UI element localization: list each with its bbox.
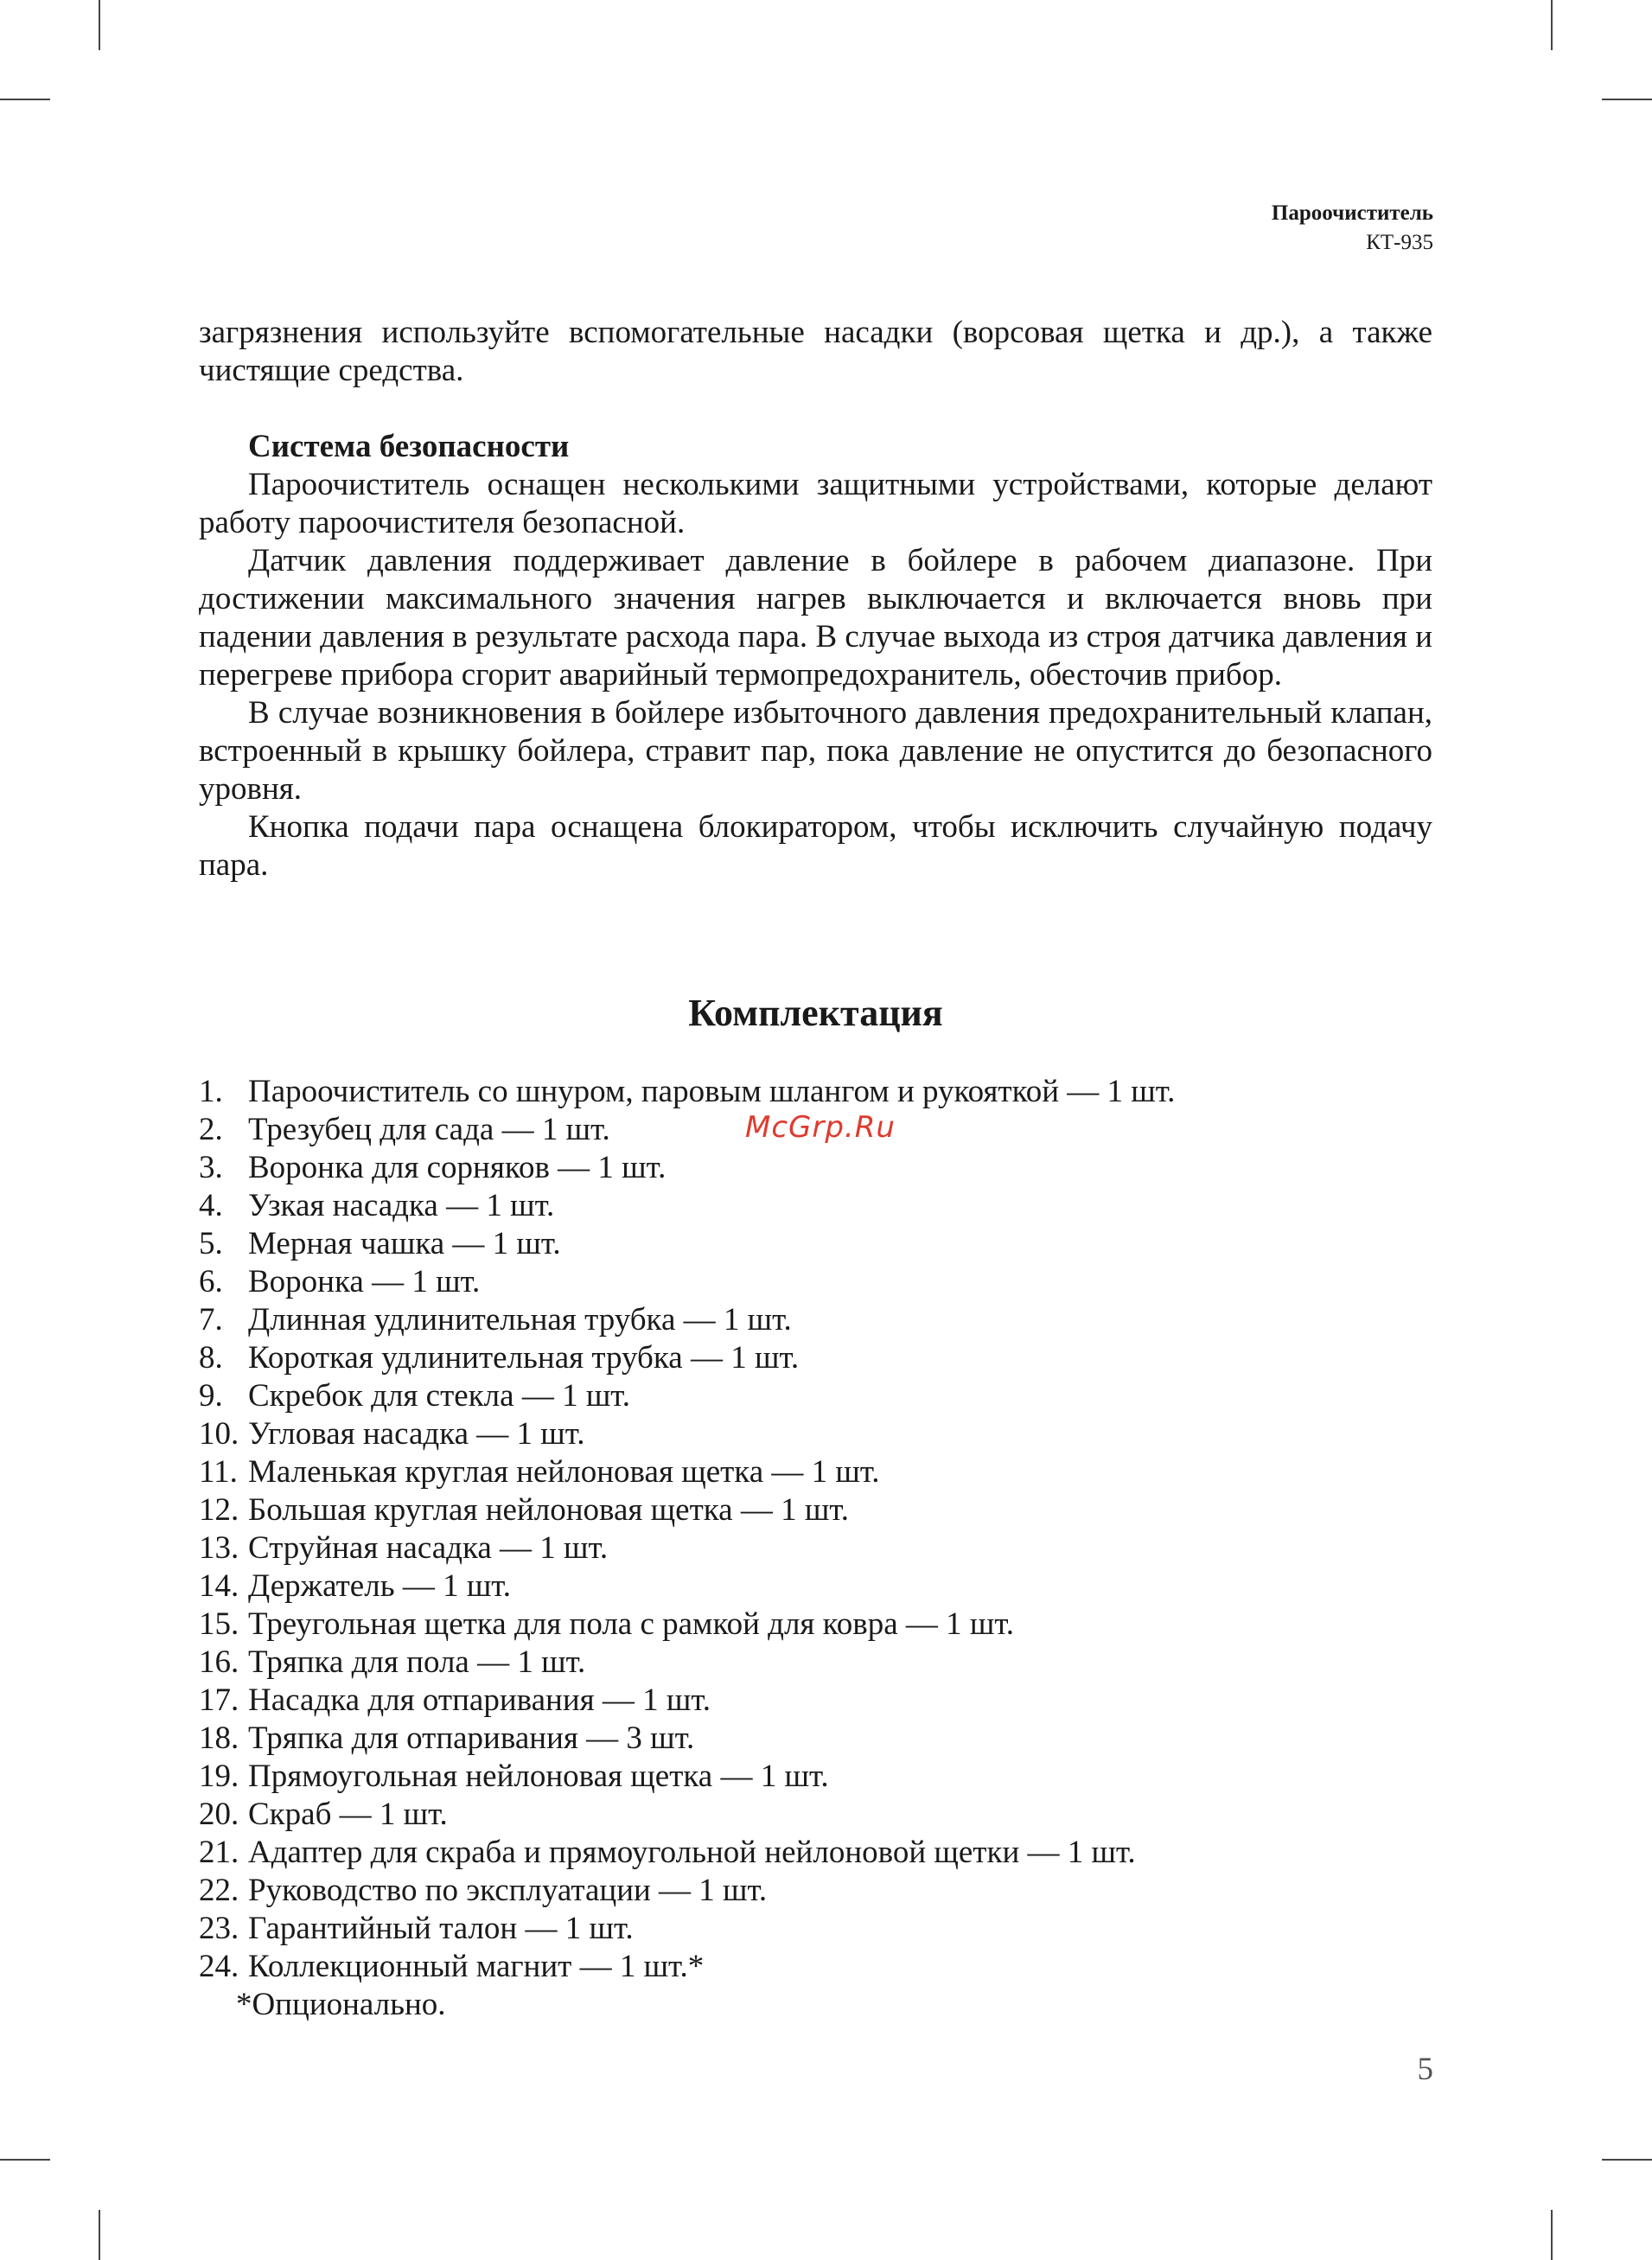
list-item-number: 8. xyxy=(199,1340,223,1376)
list-item-number: 2. xyxy=(199,1112,223,1147)
list-item-text: Воронка для сорняков — 1 шт. xyxy=(248,1150,667,1185)
list-item xyxy=(199,1491,1432,1529)
list-item xyxy=(199,1872,1432,1910)
list-item xyxy=(199,1606,1432,1644)
list-item-number: 24. xyxy=(199,1949,239,1984)
list-item-number: 14. xyxy=(199,1568,239,1604)
list-item xyxy=(199,1682,1432,1720)
list-item-number: 12. xyxy=(199,1492,239,1528)
list-item-number: 17. xyxy=(199,1682,239,1718)
list-item-number: 6. xyxy=(199,1264,223,1299)
list-item-text: Коллекционный магнит — 1 шт.* xyxy=(248,1949,705,1984)
list-item-number: 7. xyxy=(199,1302,223,1337)
intro-paragraph: загрязнения используйте вспомогательные насадки (ворсовая щетка и др.), а также чистящие средства. xyxy=(199,315,1432,388)
list-item xyxy=(199,1644,1432,1682)
watermark: McGrp.Ru xyxy=(745,1110,896,1145)
list-item-number: 15. xyxy=(199,1606,239,1642)
safety-heading: Система безопасности xyxy=(248,429,570,464)
list-item xyxy=(199,1720,1432,1758)
safety-paragraph: Пароочиститель оснащен несколькими защитными устройствами, которые делают работу пароочистителя безопасной. xyxy=(199,467,1432,540)
list-item-text: Трезубец для сада — 1 шт. xyxy=(248,1112,610,1147)
list-item-number: 18. xyxy=(199,1721,239,1756)
list-item-text: Адаптер для скраба и прямоугольной нейлоновой щетки — 1 шт. xyxy=(248,1835,1136,1870)
list-item-text: Большая круглая нейлоновая щетка — 1 шт. xyxy=(248,1492,849,1528)
list-item-text: Пароочиститель со шнуром, паровым шлангом и рукояткой — 1 шт. xyxy=(248,1074,1176,1109)
crop-mark xyxy=(1551,2210,1553,2260)
list-item-number: 3. xyxy=(199,1150,223,1185)
list-item-text: Мерная чашка — 1 шт. xyxy=(248,1226,561,1261)
list-item-text: Гарантийный талон — 1 шт. xyxy=(248,1911,634,1946)
list-item-number: 10. xyxy=(199,1416,239,1452)
list-item-number: 9. xyxy=(199,1378,223,1414)
list-item xyxy=(199,1529,1432,1567)
header-model: КТ-935 xyxy=(1366,231,1433,254)
crop-mark xyxy=(1602,99,1652,100)
list-item-text: Струйная насадка — 1 шт. xyxy=(248,1530,609,1566)
crop-mark xyxy=(99,0,100,50)
list-item-text: Руководство по эксплуатации — 1 шт. xyxy=(248,1873,768,1908)
list-item-text: Маленькая круглая нейлоновая щетка — 1 шт. xyxy=(248,1454,880,1490)
list-item-text: Скраб — 1 шт. xyxy=(248,1797,448,1832)
list-item-text: Треугольная щетка для пола с рамкой для ковра — 1 шт. xyxy=(248,1606,1015,1642)
list-item xyxy=(199,1415,1432,1453)
header-product: Пароочиститель xyxy=(1271,201,1433,225)
list-item-text: Короткая удлинительная трубка — 1 шт. xyxy=(248,1340,800,1376)
list-item-number: 16. xyxy=(199,1644,239,1680)
list-item-number: 22. xyxy=(199,1873,239,1908)
list-item xyxy=(199,1339,1432,1377)
list-item-text: Скребок для стекла — 1 шт. xyxy=(248,1378,630,1414)
safety-paragraph: Датчик давления поддерживает давление в бойлере в рабочем диапазоне. При достижении максимального значения нагрев выключается и включается вновь при падении давления в результате расхода пара. В случае выхода из строя датчика давления и перегреве прибора сгорит аварийный термопредохранитель, обесточив прибор. xyxy=(199,543,1432,693)
safety-paragraph: Кнопка подачи пара оснащена блокиратором, чтобы исключить случайную подачу пара. xyxy=(199,809,1432,883)
list-item-number: 5. xyxy=(199,1226,223,1261)
list-item-text: Длинная удлинительная трубка — 1 шт. xyxy=(248,1302,792,1337)
running-header xyxy=(1272,199,1433,258)
footnote: *Опционально. xyxy=(236,1987,446,2022)
page-number: 5 xyxy=(1417,2052,1433,2087)
list-item-number: 23. xyxy=(199,1911,239,1946)
crop-mark xyxy=(99,2210,100,2260)
list-item-number: 1. xyxy=(199,1074,223,1109)
list-item xyxy=(199,1225,1432,1263)
list-item-text: Угловая насадка — 1 шт. xyxy=(248,1416,585,1452)
list-item xyxy=(199,1453,1432,1491)
list-item xyxy=(199,1263,1432,1301)
list-item-number: 11. xyxy=(199,1454,238,1490)
list-item-number: 4. xyxy=(199,1188,223,1223)
list-item-text: Тряпка для отпаривания — 3 шт. xyxy=(248,1721,695,1756)
list-item xyxy=(199,1377,1432,1415)
list-item-text: Держатель — 1 шт. xyxy=(248,1568,511,1604)
list-item-text: Узкая насадка — 1 шт. xyxy=(248,1188,555,1223)
safety-paragraph: В случае возникновения в бойлере избыточного давления предохранительный клапан, встроенный в крышку бойлера, стравит пар, пока давление не опустится до безопасного уровня. xyxy=(199,695,1432,807)
list-item xyxy=(199,1073,1432,1111)
crop-mark xyxy=(0,2159,50,2161)
crop-mark xyxy=(0,99,50,100)
list-item-text: Прямоугольная нейлоновая щетка — 1 шт. xyxy=(248,1759,829,1794)
list-item xyxy=(199,1948,1432,1986)
list-item xyxy=(199,1910,1432,1948)
list-item-number: 19. xyxy=(199,1759,239,1794)
list-item xyxy=(199,1187,1432,1225)
section-title: Комплектация xyxy=(688,992,943,1034)
list-item xyxy=(199,1758,1432,1796)
crop-mark xyxy=(1551,0,1553,50)
list-item xyxy=(199,1834,1432,1872)
list-item xyxy=(199,1567,1432,1606)
list-item xyxy=(199,1149,1432,1187)
body-text xyxy=(199,314,1432,884)
crop-mark xyxy=(1602,2159,1652,2161)
list-item-number: 21. xyxy=(199,1835,239,1870)
kit-list xyxy=(199,1073,1432,1986)
list-item-text: Насадка для отпаривания — 1 шт. xyxy=(248,1682,711,1718)
list-item xyxy=(199,1301,1432,1339)
list-item-number: 20. xyxy=(199,1797,239,1832)
list-item-text: Тряпка для пола — 1 шт. xyxy=(248,1644,586,1680)
list-item-number: 13. xyxy=(199,1530,239,1566)
list-item-text: Воронка — 1 шт. xyxy=(248,1264,481,1299)
list-item xyxy=(199,1796,1432,1834)
